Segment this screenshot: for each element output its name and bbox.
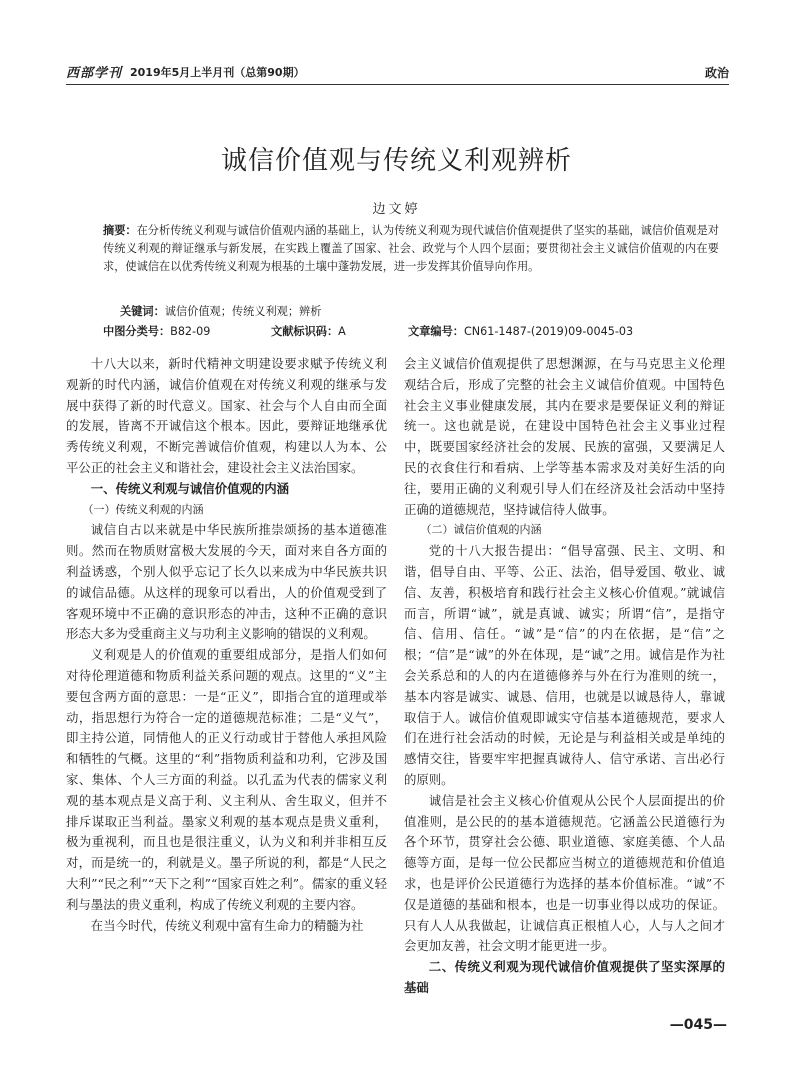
abstract <box>103 222 719 276</box>
subsection-heading: （二）诚信价值观的内涵 <box>420 523 542 537</box>
subsection-heading: （一）传统义利观的内涵 <box>82 502 204 516</box>
paragraph: 义利观是人的价值观的重要组成部分，是指人们如何对待伦理道德和物质利益关系问题的观点。这里的“义”主要包含两方面的意思：一是“正义”，即指合宜的道理或举动，指思想行为符合一定的道德规范标准；二是“义气”，即主持公道，同情他人的正义行动或甘于替他人承担风险和牺牲的气概。这里的“利”指物质利益和功利，它涉及国家、集体、个人三方面的利益。以孔孟为代表的儒家义利观的基本观点是义高于利、义主利从、舍生取义，但并不排斥谋取正当利益。墨家义利观的基本观点是贵义重利，极为重视利，而且也是很注重义，认为义和利并非相互反对，而是统一的，利就是义。墨子所说的利，都是“人民之大利”“民之利”“天下之利”“国家百姓之利”。儒家的重义轻利与墨法的贵义重利，构成了传统义利观的主要内容。 <box>66 647 387 912</box>
clc-number <box>103 323 210 339</box>
journal-issue: 2019年5月上半月刊（总第90期） <box>130 66 305 79</box>
clc-label: 中图分类号： <box>103 325 171 338</box>
article-no-label: 文章编号： <box>408 325 464 338</box>
paragraph: 诚信是社会主义核心价值观从公民个人层面提出的价值准则，是公民的的基本道德规范。它涵盖公民道德行为各个环节，贯穿社会公德、职业道德、家庭美德、个人品德等方面，是每一位公民都应当树立的道德规范和价值追求，也是评价公民道德行为选择的基本价值标准。“诚”不仅是道德的基础和根本，也是一切事业得以成功的保证。只有人人从我做起，让诚信真正根植人心，人与人之间才会更加友善，社会文明才能更进一步。 <box>404 792 725 954</box>
keywords-label: 关键词： <box>120 305 165 318</box>
running-header <box>66 61 729 83</box>
article-title: 诚信价值观与传统义利观辨析 <box>220 146 572 176</box>
paragraph: 会主义诚信价值观提供了思想渊源，在与马克思主义伦理观结合后，形成了完整的社会主义诚信价值观。中国特色社会主义事业健康发展，其内在要求是要保证义利的辩证统一。这也就是说，在建设中国特色社会主义事业过程中，既要国家经济社会的发展、民族的富强，又要满足人民的衣食住行和看病、上学等基本需求及对美好生活的向往，要用正确的义利观引导人们在经济及社会活动中坚持正确的道德规范，坚持诚信待人做事。 <box>404 356 725 517</box>
keywords-text: 诚信价值观；传统义利观；辨析 <box>164 305 322 318</box>
journal-logo: 西部学刊 <box>66 66 123 81</box>
keywords <box>120 303 321 319</box>
header-rule <box>66 84 729 85</box>
right-column <box>404 354 725 999</box>
page-number: —045— <box>669 1017 727 1033</box>
paragraph: 十八大以来，新时代精神文明建设要求赋予传统义利观新的时代内涵，诚信价值观在对传统义利观的继承与发展中获得了新的时代意义。国家、社会与个人自由而全面的发展，皆离不开诚信这个根本。因此，要辩证地继承优秀传统义利观，不断完善诚信价值观，构建以人为本、公平公正的社会主义和谐社会，建设社会主义法治国家。 <box>66 356 387 475</box>
left-column <box>66 354 387 936</box>
article-author: 边文婷 <box>372 202 421 217</box>
section-heading: 一、传统义利观与诚信价值观的内涵 <box>90 480 290 496</box>
article-no-value: CN61-1487-(2019)09-0045-03 <box>463 325 634 338</box>
paragraph: 党的十八大报告提出：“倡导富强、民主、文明、和谐，倡导自由、平等、公正、法治，倡导爱国、敬业、诚信、友善，积极培育和践行社会主义核心价值观。”就诚信而言，所谓“诚”，就是真诚、诚实；所谓“信”，是指守信、信用、信任。“诚”是“信”的内在依据，是“信”之根；“信”是“诚”的外在体现，是“诚”之用。诚信是作为社会关系总和的人的内在道德修养与外在行为准则的统一，基本内容是诚实、诚恳、信用，也就是以诚恳待人，靠诚取信于人。诚信价值观即诚实守信基本道德规范，要求人们在进行社会活动的时候，无论是与利益相关或是单纯的感情交往，皆要牢牢把握真诚待人、信守承诺、言出必行的原则。 <box>404 543 725 787</box>
article-number <box>408 323 633 339</box>
section-heading: 二、传统义利观为现代诚信价值观提供了坚实深厚的基础 <box>404 959 725 995</box>
clc-value: B82-09 <box>170 325 211 338</box>
doc-code-label: 文献标识码： <box>271 325 339 338</box>
doc-code-value: A <box>338 325 346 338</box>
section-tag: 政治 <box>704 66 729 80</box>
abstract-label: 摘要： <box>103 224 137 237</box>
abstract-text: 在分析传统义利观与诚信价值观内涵的基础上，认为传统义利观为现代诚信价值观提供了坚实的基础，诚信价值观是对传统义利观的辩证继承与新发展，在实践上覆盖了国家、社会、政党与个人四个层面；要贯彻社会主义诚信价值观的内在要求，使诚信在以优秀传统义利观为根基的土壤中蓬勃发展，进一步发挥其价值导向作用。 <box>103 224 719 273</box>
doc-code <box>271 323 346 339</box>
paragraph: 在当今时代，传统义利观中富有生命力的精髓为社 <box>90 917 364 933</box>
paragraph: 诚信自古以来就是中华民族所推崇颂扬的基本道德准则。然而在物质财富极大发展的今天，面对来自各方面的利益诱惑，个别人似乎忘记了长久以来成为中华民族共识的诚信品德。从这样的现象可以看出，人的价值观受到了客观环境中不正确的意识形态的冲击，这种不正确的意识形态大多为受重商主义与功利主义影响的错误的义利观。 <box>66 522 387 642</box>
